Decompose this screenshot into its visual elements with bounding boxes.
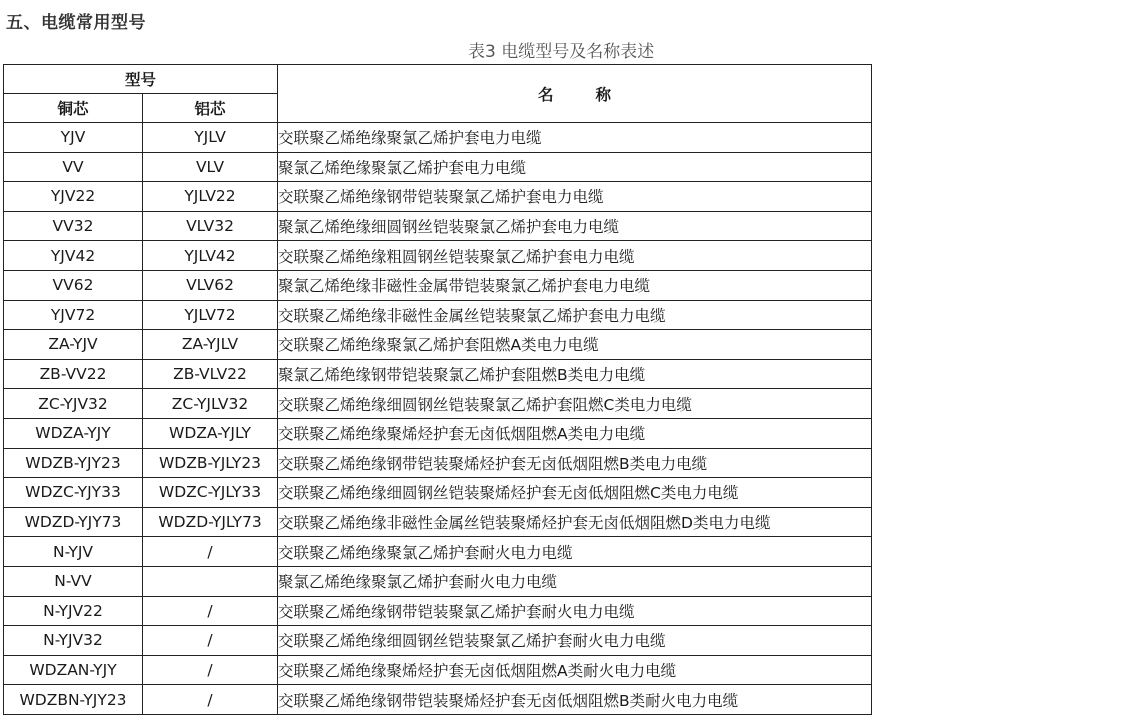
aluminum-model-cell: WDZB-YJLY23 [143,448,278,478]
cable-name-cell: 交联聚乙烯绝缘细圆钢丝铠装聚烯烃护套无卤低烟阻燃C类电力电缆 [278,478,872,508]
table-header [4,65,872,123]
copper-model-cell: N-YJV22 [4,596,143,626]
model-group-header: 型号 [4,65,278,94]
aluminum-model-cell: YJLV22 [143,182,278,212]
copper-model-cell: N-YJV [4,537,143,567]
cable-name-cell: 交联聚乙烯绝缘非磁性金属丝铠装聚氯乙烯护套电力电缆 [278,300,872,330]
aluminum-header: 铝芯 [143,94,278,123]
aluminum-model-cell: VLV62 [143,270,278,300]
aluminum-model-cell: WDZD-YJLY73 [143,507,278,537]
aluminum-model-cell: WDZA-YJLY [143,418,278,448]
aluminum-model-cell: / [143,655,278,685]
table-row [4,300,872,330]
cable-name-cell: 聚氯乙烯绝缘细圆钢丝铠装聚氯乙烯护套电力电缆 [278,211,872,241]
cable-name-cell: 交联聚乙烯绝缘非磁性金属丝铠装聚烯烃护套无卤低烟阻燃D类电力电缆 [278,507,872,537]
copper-model-cell: ZC-YJV32 [4,389,143,419]
cable-name-cell: 交联聚乙烯绝缘聚氯乙烯护套阻燃A类电力电缆 [278,330,872,360]
table-row [4,448,872,478]
table-row [4,655,872,685]
cable-name-cell: 交联聚乙烯绝缘聚烯烃护套无卤低烟阻燃A类耐火电力电缆 [278,655,872,685]
copper-model-cell: YJV [4,123,143,153]
table-row [4,270,872,300]
table-row [4,152,872,182]
copper-model-cell: YJV42 [4,241,143,271]
cable-name-cell: 交联聚乙烯绝缘聚氯乙烯护套耐火电力电缆 [278,537,872,567]
table-row [4,389,872,419]
copper-model-cell: ZA-YJV [4,330,143,360]
aluminum-model-cell: / [143,626,278,656]
copper-model-cell: VV32 [4,211,143,241]
table-body [4,123,872,715]
aluminum-model-cell: / [143,537,278,567]
cable-name-cell: 聚氯乙烯绝缘钢带铠装聚氯乙烯护套阻燃B类电力电缆 [278,359,872,389]
cable-name-cell: 交联聚乙烯绝缘钢带铠装聚烯烃护套无卤低烟阻燃B类电力电缆 [278,448,872,478]
aluminum-model-cell: YJLV [143,123,278,153]
table-row [4,123,872,153]
copper-model-cell: WDZBN-YJY23 [4,685,143,715]
name-header [278,65,872,123]
table-row [4,182,872,212]
cable-name-cell: 交联聚乙烯绝缘细圆钢丝铠装聚氯乙烯护套耐火电力电缆 [278,626,872,656]
cable-name-cell: 聚氯乙烯绝缘聚氯乙烯护套电力电缆 [278,152,872,182]
copper-model-cell: WDZAN-YJY [4,655,143,685]
table-row [4,211,872,241]
cable-model-table [3,64,872,715]
cable-name-cell: 聚氯乙烯绝缘非磁性金属带铠装聚氯乙烯护套电力电缆 [278,270,872,300]
aluminum-model-cell: ZB-VLV22 [143,359,278,389]
table-row [4,685,872,715]
aluminum-model-cell: / [143,685,278,715]
cable-name-cell: 交联聚乙烯绝缘聚烯烃护套无卤低烟阻燃A类电力电缆 [278,418,872,448]
aluminum-model-cell: YJLV42 [143,241,278,271]
aluminum-model-cell: ZC-YJLV32 [143,389,278,419]
aluminum-model-cell [143,566,278,596]
aluminum-model-cell: ZA-YJLV [143,330,278,360]
aluminum-model-cell: YJLV72 [143,300,278,330]
copper-model-cell: VV [4,152,143,182]
copper-model-cell: WDZB-YJY23 [4,448,143,478]
copper-model-cell: WDZA-YJY [4,418,143,448]
table-row [4,418,872,448]
cable-name-cell: 交联聚乙烯绝缘钢带铠装聚烯烃护套无卤低烟阻燃B类耐火电力电缆 [278,685,872,715]
table-row [4,596,872,626]
name-header-label: 名称 [538,85,654,104]
table-row [4,330,872,360]
table-row [4,359,872,389]
table-row [4,478,872,508]
cable-name-cell: 交联聚乙烯绝缘钢带铠装聚氯乙烯护套耐火电力电缆 [278,596,872,626]
table-row [4,566,872,596]
aluminum-model-cell: WDZC-YJLY33 [143,478,278,508]
copper-model-cell: N-VV [4,566,143,596]
copper-header: 铜芯 [4,94,143,123]
aluminum-model-cell: VLV [143,152,278,182]
cable-name-cell: 聚氯乙烯绝缘聚氯乙烯护套耐火电力电缆 [278,566,872,596]
aluminum-model-cell: / [143,596,278,626]
table-row [4,537,872,567]
cable-name-cell: 交联聚乙烯绝缘钢带铠装聚氯乙烯护套电力电缆 [278,182,872,212]
aluminum-model-cell: VLV32 [143,211,278,241]
cable-name-cell: 交联聚乙烯绝缘细圆钢丝铠装聚氯乙烯护套阻燃C类电力电缆 [278,389,872,419]
table-row [4,241,872,271]
copper-model-cell: ZB-VV22 [4,359,143,389]
cable-name-cell: 交联聚乙烯绝缘聚氯乙烯护套电力电缆 [278,123,872,153]
copper-model-cell: YJV22 [4,182,143,212]
copper-model-cell: N-YJV32 [4,626,143,656]
copper-model-cell: YJV72 [4,300,143,330]
copper-model-cell: VV62 [4,270,143,300]
section-heading: 五、电缆常用型号 [6,13,146,33]
header-row-top [4,65,872,94]
table-row [4,507,872,537]
cable-name-cell: 交联聚乙烯绝缘粗圆钢丝铠装聚氯乙烯护套电力电缆 [278,241,872,271]
table-caption: 表3 电缆型号及名称表述 [468,42,655,62]
copper-model-cell: WDZD-YJY73 [4,507,143,537]
table-row [4,626,872,656]
copper-model-cell: WDZC-YJY33 [4,478,143,508]
